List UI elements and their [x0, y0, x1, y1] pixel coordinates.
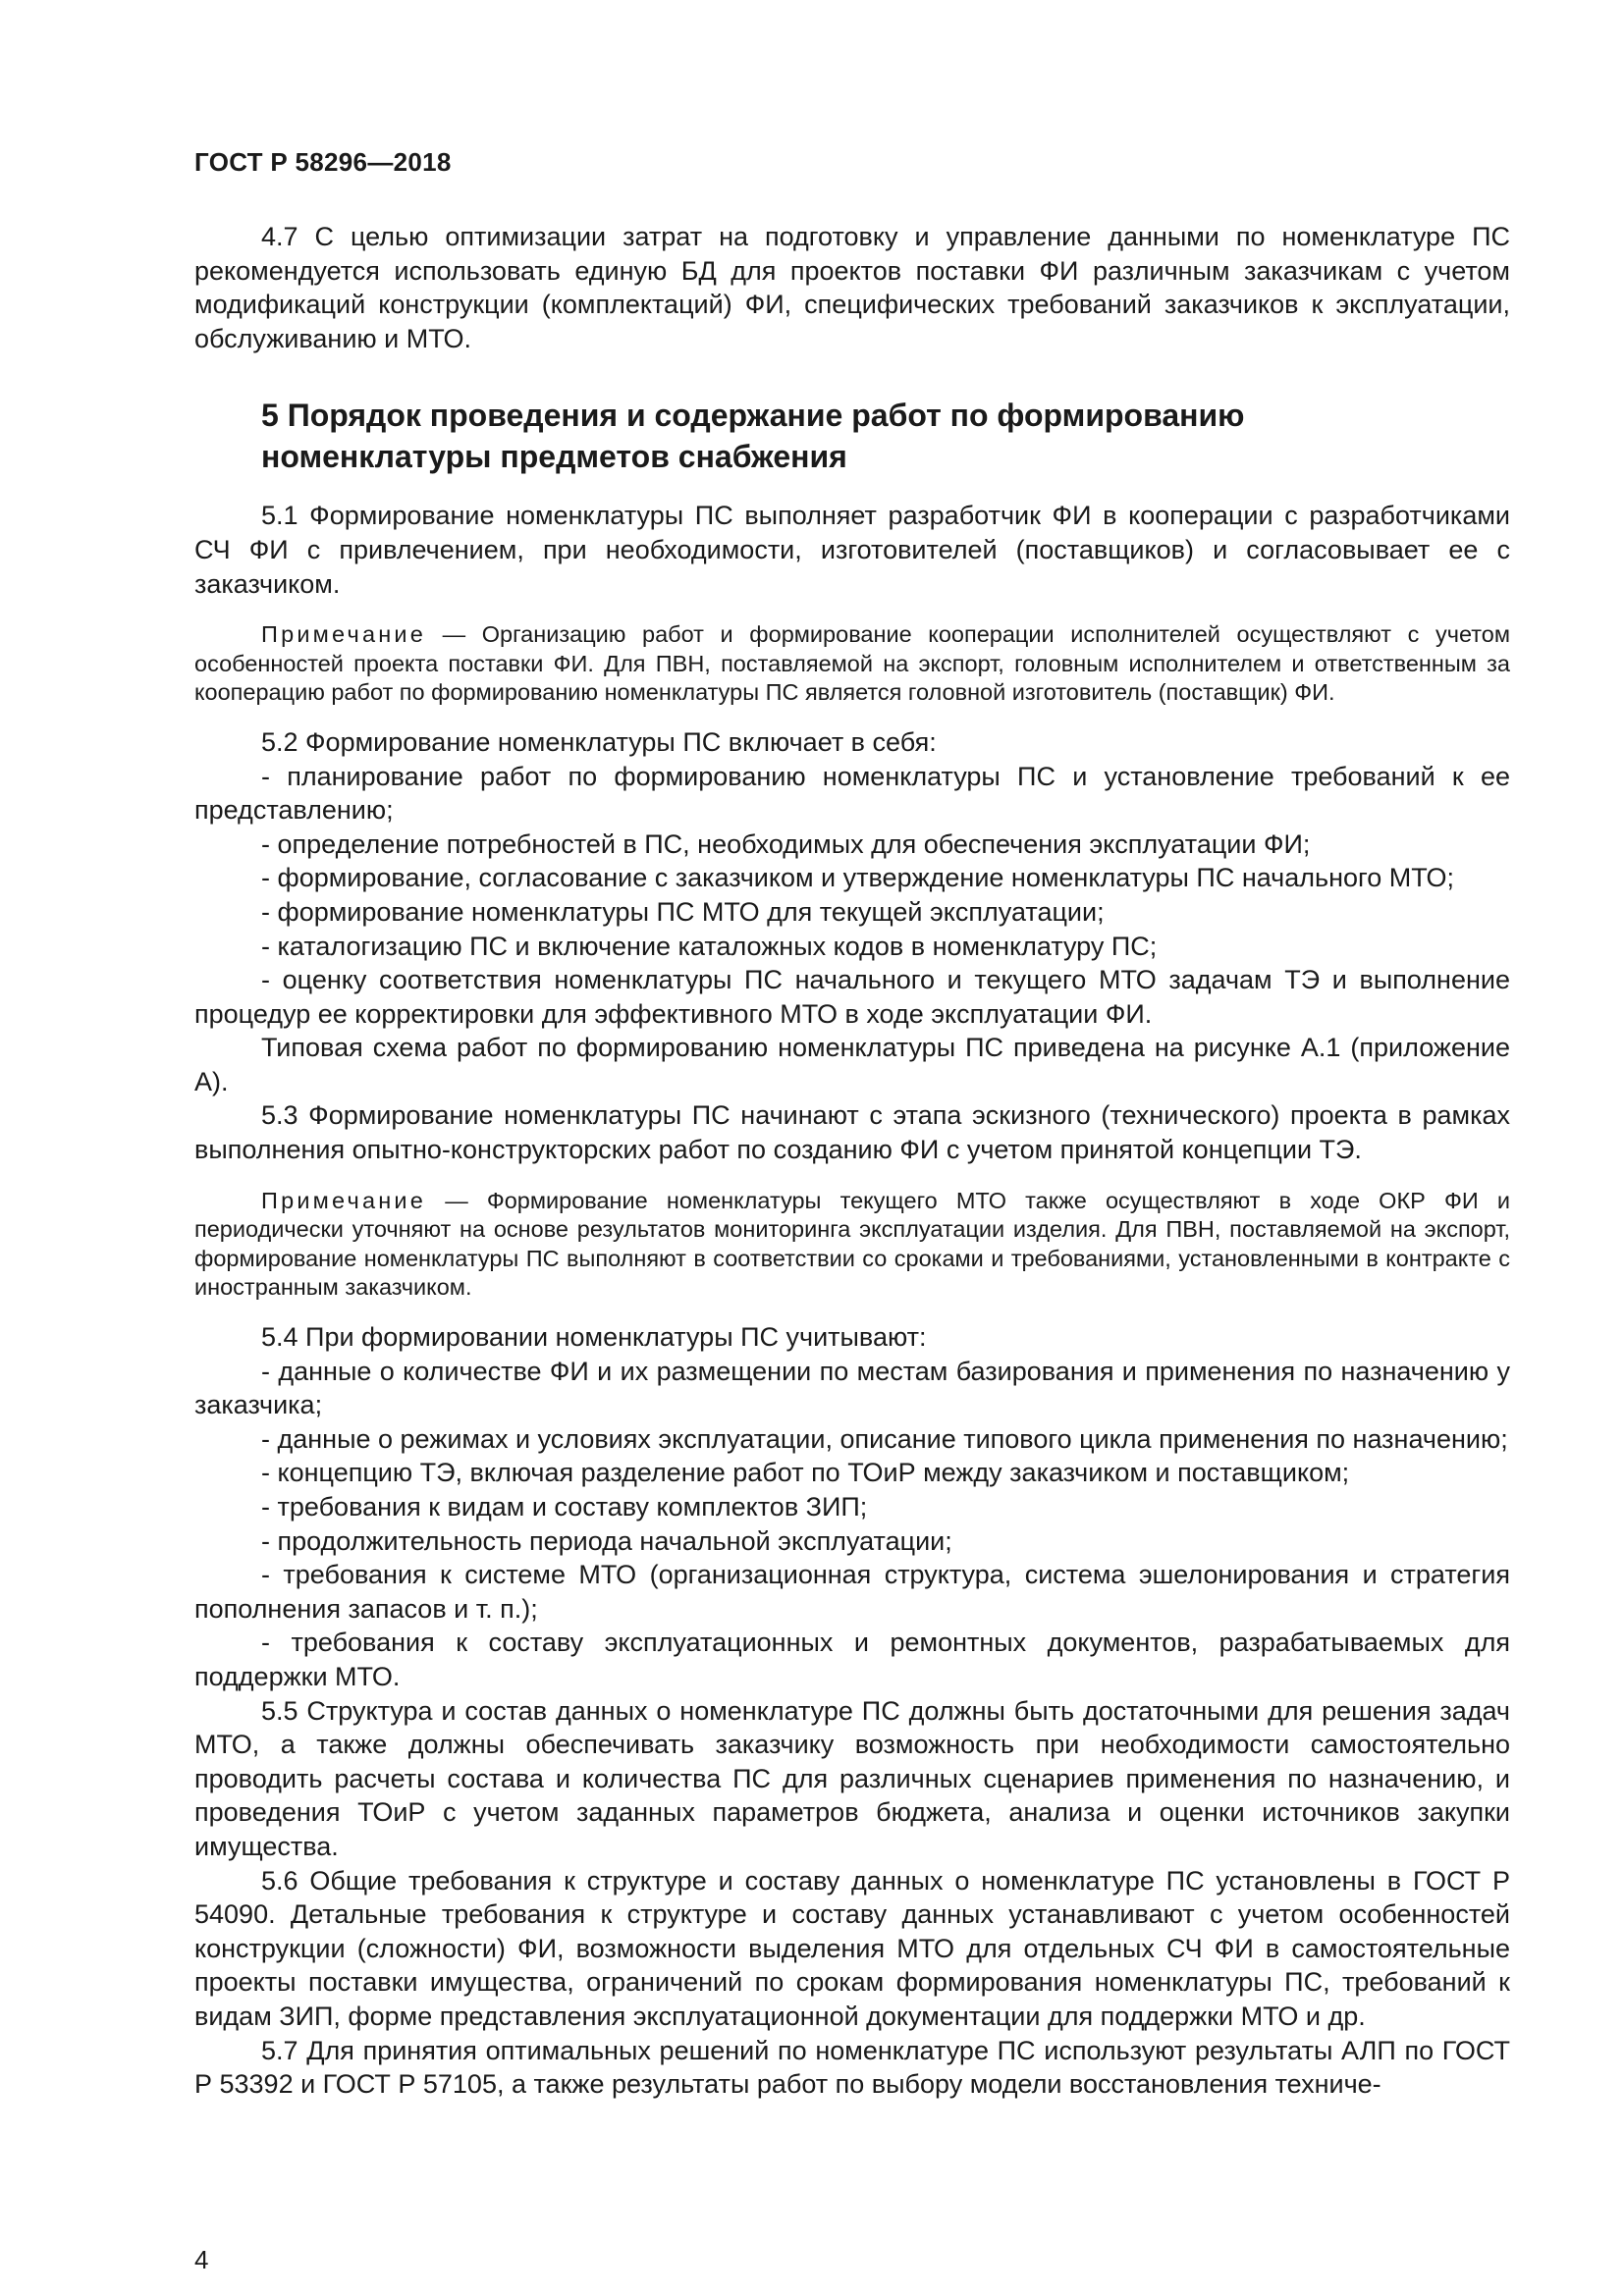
list-item: - формирование номенклатуры ПС МТО для текущей эксплуатации;	[261, 896, 1105, 927]
page-number: 4	[194, 2245, 209, 2274]
paragraph-5-6: 5.6 Общие требования к структуре и составу данных о номенклатуре ПС установлены в ГОСТ Р 54090. Детальные требования к структуре и составу данных устанавливают с учетом особенностей конструкции (сложности) ФИ, возможности выделения МТО для отдельных СЧ ФИ в самостоятельные проекты поставки имущества, ограничений по срокам формирования номенклатуры ПС, требований к видам ЗИП, форме представления эксплуатационной документации для поддержки МТО и др.	[194, 1865, 1510, 2031]
paragraph-5-3: 5.3 Формирование номенклатуры ПС начинают с этапа эскизного (технического) проекта в рамках выполнения опытно-конструкторских работ по созданию ФИ с учетом принятой концепции ТЭ.	[194, 1100, 1510, 1165]
section-5-title-line-1: 5 Порядок проведения и содержание работ по формированию	[261, 398, 1245, 434]
list-item: - оценку соответствия номенклатуры ПС начального и текущего МТО задачам ТЭ и выполнение процедур ее корректировки для эффективного МТО в ходе эксплуатации ФИ.	[194, 965, 1510, 1029]
paragraph-5-1: 5.1 Формирование номенклатуры ПС выполняет разработчик ФИ в кооперации с разработчиками СЧ ФИ с привлечением, при необходимости, изготовителей (поставщиков) и согласовывает ее с заказчиком.	[194, 501, 1510, 599]
paragraph-5-2: 5.2 Формирование номенклатуры ПС включает в себя:	[261, 726, 937, 757]
paragraph-5-2-tail: Типовая схема работ по формированию номенклатуры ПС приведена на рисунке А.1 (приложение А).	[194, 1033, 1510, 1096]
section-5-title	[261, 395, 1510, 477]
list-item: - планирование работ по формированию номенклатуры ПС и установление требований к ее представлению;	[194, 761, 1510, 826]
note-label: Примечание	[261, 621, 427, 648]
standard-header: ГОСТ Р 58296—2018	[194, 147, 452, 177]
note-2-text: — Формирование номенклатуры текущего МТО также осуществляют в ходе ОКР ФИ и периодически уточняют на основе результатов мониторинга эксплуатации изделия. Для ПВН, поставляемой на экспорт, формирование номенклатуры ПС выполняют в соответствии со сроками и требованиями, установленными в контракте с иностранным заказчиком.	[194, 1187, 1510, 1301]
list-item: - формирование, согласование с заказчиком и утверждение номенклатуры ПС начального МТО;	[261, 863, 1455, 893]
note-label: Примечание	[261, 1187, 427, 1213]
list-item: - требования к системе МТО (организационная структура, система эшелонирования и стратегия пополнения запасов и т. п.);	[194, 1560, 1510, 1624]
paragraph-4-7: 4.7 С целью оптимизации затрат на подготовку и управление данными по номенклатуре ПС рекомендуется использовать единую БД для проектов поставки ФИ различным заказчикам с учетом модификаций конструкции (комплектаций) ФИ, специфических требований заказчиков к эксплуатации, обслуживанию и МТО.	[194, 222, 1510, 353]
note-2	[194, 1187, 1510, 1303]
list-item: - определение потребностей в ПС, необходимых для обеспечения эксплуатации ФИ;	[261, 828, 1311, 859]
list-item: - требования к составу эксплуатационных и ремонтных документов, разрабатываемых для поддержки МТО.	[194, 1628, 1510, 1691]
list-item: - каталогизацию ПС и включение каталожных кодов в номенклатуру ПС;	[261, 931, 1158, 961]
list-item: - данные о режимах и условиях эксплуатации, описание типового цикла применения по назначению;	[261, 1423, 1508, 1454]
list-item: - концепцию ТЭ, включая разделение работ по ТОиР между заказчиком и поставщиком;	[261, 1458, 1350, 1488]
paragraph-5-4: 5.4 При формировании номенклатуры ПС учитывают:	[261, 1322, 927, 1353]
section-5-title-line-2: номенклатуры предметов снабжения	[261, 439, 847, 475]
paragraph-5-5: 5.5 Структура и состав данных о номенклатуре ПС должны быть достаточными для решения задач МТО, а также должны обеспечивать заказчику возможность при необходимости самостоятельно проводить расчеты состава и количества ПС для различных сценариев применения по назначению, и проведения ТОиР с учетом заданных параметров бюджета, анализа и оценки источников закупки имущества.	[194, 1695, 1510, 1861]
note-1	[194, 620, 1510, 708]
paragraph-5-7: 5.7 Для принятия оптимальных решений по номенклатуре ПС используют результаты АЛП по ГОСТ Р 53392 и ГОСТ Р 57105, а также результаты работ по выбору модели восстановления техниче-	[194, 2035, 1510, 2100]
list-item: - продолжительность периода начальной эксплуатации;	[261, 1525, 952, 1556]
note-1-text: — Организацию работ и формирование кооперации исполнителей осуществляют с учетом особенностей проекта поставки ФИ. Для ПВН, поставляемой на экспорт, головным исполнителем и ответственным за кооперацию работ по формированию номенклатуры ПС является головной изготовитель (поставщик) ФИ.	[194, 621, 1510, 706]
list-item: - данные о количестве ФИ и их размещении по местам базирования и применения по назначению у заказчика;	[194, 1356, 1510, 1420]
page-content	[194, 220, 1510, 2102]
list-item: - требования к видам и составу комплектов ЗИП;	[261, 1492, 868, 1522]
